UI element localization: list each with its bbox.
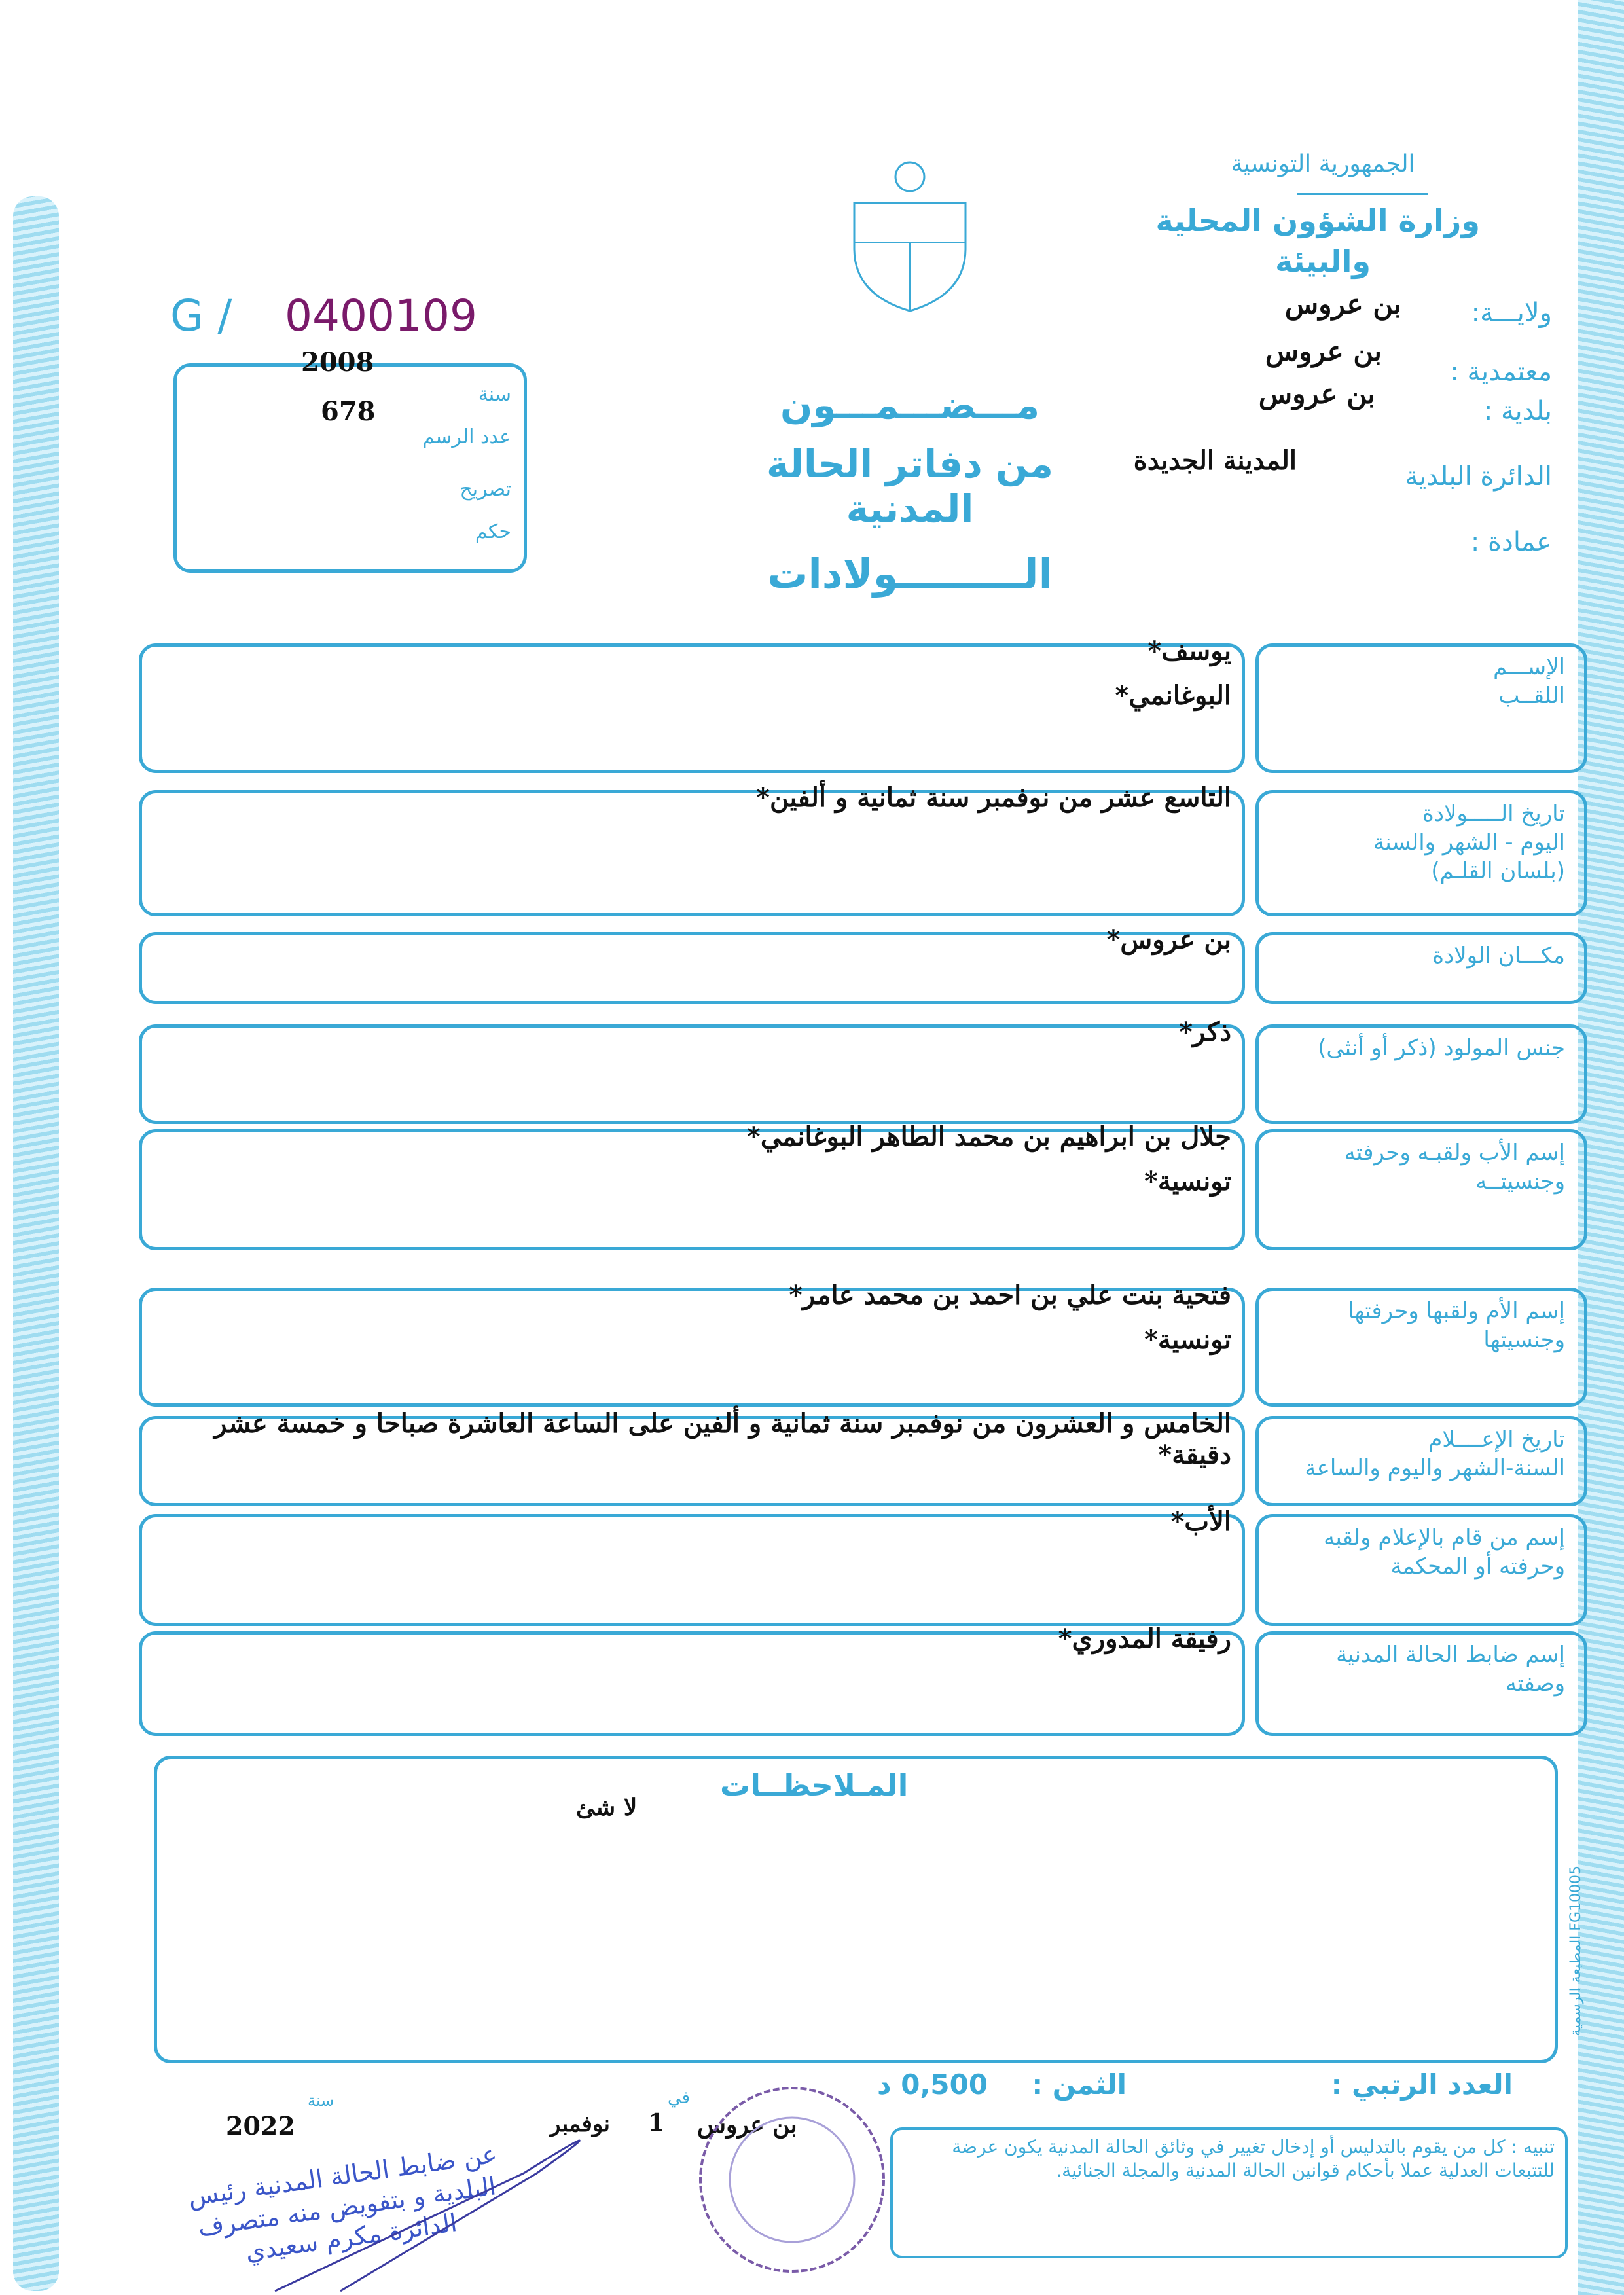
warning-line-2: للتتبعات العدلية عملا بأحكام قوانين الحالة المدنية والمجلة الجنائية. (1056, 2159, 1555, 2182)
row-label: تاريخ الـــــولادة (1422, 801, 1565, 827)
republic-label: الجمهورية التونسية (1231, 151, 1415, 177)
signature-icon (262, 2095, 785, 2295)
row-label-2: وصفته (1506, 1671, 1565, 1697)
register-number-label: عدد الرسم (422, 425, 511, 448)
month-value: نوفمبر (550, 2111, 610, 2137)
row-label: إسم ضابط الحالة المدنية (1336, 1642, 1565, 1668)
register-year: 2008 (301, 347, 374, 378)
declaration-label: تصريح (460, 478, 511, 501)
year-value: 2022 (226, 2111, 295, 2141)
warning-line-1: تنبيه : كل من يقوم بالتدليس أو إدخال تغيير في وثائق الحالة المدنية يكون عرضة (952, 2136, 1555, 2158)
year-label: سنة (308, 2091, 334, 2110)
delegation-label: معتمدية : (1450, 357, 1552, 387)
row-label-group (1257, 799, 1565, 886)
day-value: 1 (648, 2109, 665, 2137)
serial-label: العدد الرتبي : (1331, 2069, 1513, 2101)
on-label: في (668, 2088, 691, 2108)
row-value: الخامس و العشرون من نوفمبر سنة ثمانية و ألفين على الساعة العاشرة صباحا و خمسة عشر دقيقة* (214, 1408, 1231, 1470)
row-label-group (1257, 1034, 1565, 1062)
decorative-border-left (13, 196, 59, 2291)
row-label-3: (بلسان القلـم) (1431, 858, 1565, 885)
row-value-2: البوغانمي* (1115, 680, 1231, 711)
price-label: الثمن : (1032, 2069, 1127, 2101)
place-value: بن عروس (697, 2111, 797, 2139)
row-value: بن عروس* (1106, 924, 1231, 955)
row-label: إسم الأم ولقبها وحرفتها (1348, 1298, 1565, 1324)
row-label-group (1257, 1138, 1565, 1196)
row-label-2: السنة-الشهر واليوم والساعة (1305, 1455, 1565, 1482)
document-title: مـــضـــمـــون (780, 383, 1040, 427)
notes-title: المـلاحظــات (720, 1767, 909, 1803)
register-number: 678 (321, 396, 376, 427)
row-label: تاريخ الإعــــلام (1428, 1426, 1565, 1453)
document-subtitle: من دفاتر الحالة المدنية (766, 442, 1054, 531)
row-label-2: وحرفته أو المحكمة (1390, 1553, 1565, 1580)
governorate-label: ولايـــة: (1471, 298, 1552, 328)
row-label-group (1257, 1640, 1565, 1698)
row-label-group (1257, 653, 1565, 710)
notes-value: لا شئ (576, 1794, 638, 1821)
row-value: جلال بن ابراهيم بن محمد الطاهر البوغانمي* (746, 1121, 1231, 1152)
row-value: الأب* (1170, 1506, 1231, 1537)
row-label-group (1257, 1425, 1565, 1483)
district-value: المدينة الجديدة (1133, 445, 1297, 476)
ministry-label-2: والبيئة (1275, 244, 1371, 279)
governorate-value: بن عروس (1284, 288, 1401, 320)
coat-of-arms-icon (844, 157, 975, 314)
delegation-value: بن عروس (1265, 335, 1382, 367)
row-value: التاسع عشر من نوفمبر سنة ثمانية و ألفين* (756, 782, 1231, 813)
row-value: يوسف* (1147, 636, 1231, 666)
serial-prefix: G / (170, 291, 232, 341)
row-label-2: وجنسيتــه (1475, 1168, 1565, 1195)
signature-stamp: عن ضابط الحالة المدنية رئيس البلدية و بتفويض منه متصرف الدائرة مكرم سعيدي (186, 2139, 499, 2266)
row-value-2: تونسية* (1144, 1166, 1231, 1197)
municipality-label: بلدية : (1483, 396, 1552, 426)
row-value-2: تونسية* (1144, 1324, 1231, 1355)
row-label: الإســـم (1493, 654, 1565, 680)
section-title: الـــــــــولادات (767, 550, 1053, 598)
year-label: سنة (478, 383, 511, 406)
district-label: الدائرة البلدية (1405, 461, 1552, 492)
register-box (173, 363, 527, 573)
ministry-label: وزارة الشؤون المحلية (1155, 203, 1480, 238)
sector-label: عمادة : (1470, 527, 1552, 557)
row-value: رفيقة المدوري* (1058, 1623, 1231, 1654)
judgment-label: حكم (475, 520, 511, 543)
row-value: ذكر* (1179, 1017, 1231, 1047)
row-label: جنس المولود (ذكر أو أنثى) (1318, 1035, 1565, 1061)
row-label-group (1257, 1297, 1565, 1354)
row-value: فتحية بنت علي بن احمد بن محمد عامر* (789, 1280, 1231, 1310)
row-label-group (1257, 941, 1565, 970)
row-label-2: اللقــب (1498, 683, 1565, 710)
serial-number: 0400109 (285, 291, 477, 341)
row-label: إسم الأب ولقبـه وحرفته (1344, 1140, 1565, 1166)
municipality-value: بن عروس (1258, 378, 1375, 410)
row-label: مكـــان الولادة (1432, 943, 1565, 969)
row-label-group (1257, 1523, 1565, 1581)
row-label-2: اليوم - الشهر والسنة (1373, 829, 1565, 856)
warning-text (903, 2135, 1555, 2183)
print-mark: المطبعة الرسمية FG10005 (1568, 1866, 1584, 2036)
divider (1297, 193, 1428, 195)
row-label: إسم من قام بالإعلام ولقبه (1324, 1525, 1565, 1551)
row-label-2: وجنسيتها (1483, 1327, 1565, 1354)
price-value: 0,500 د (877, 2069, 988, 2101)
